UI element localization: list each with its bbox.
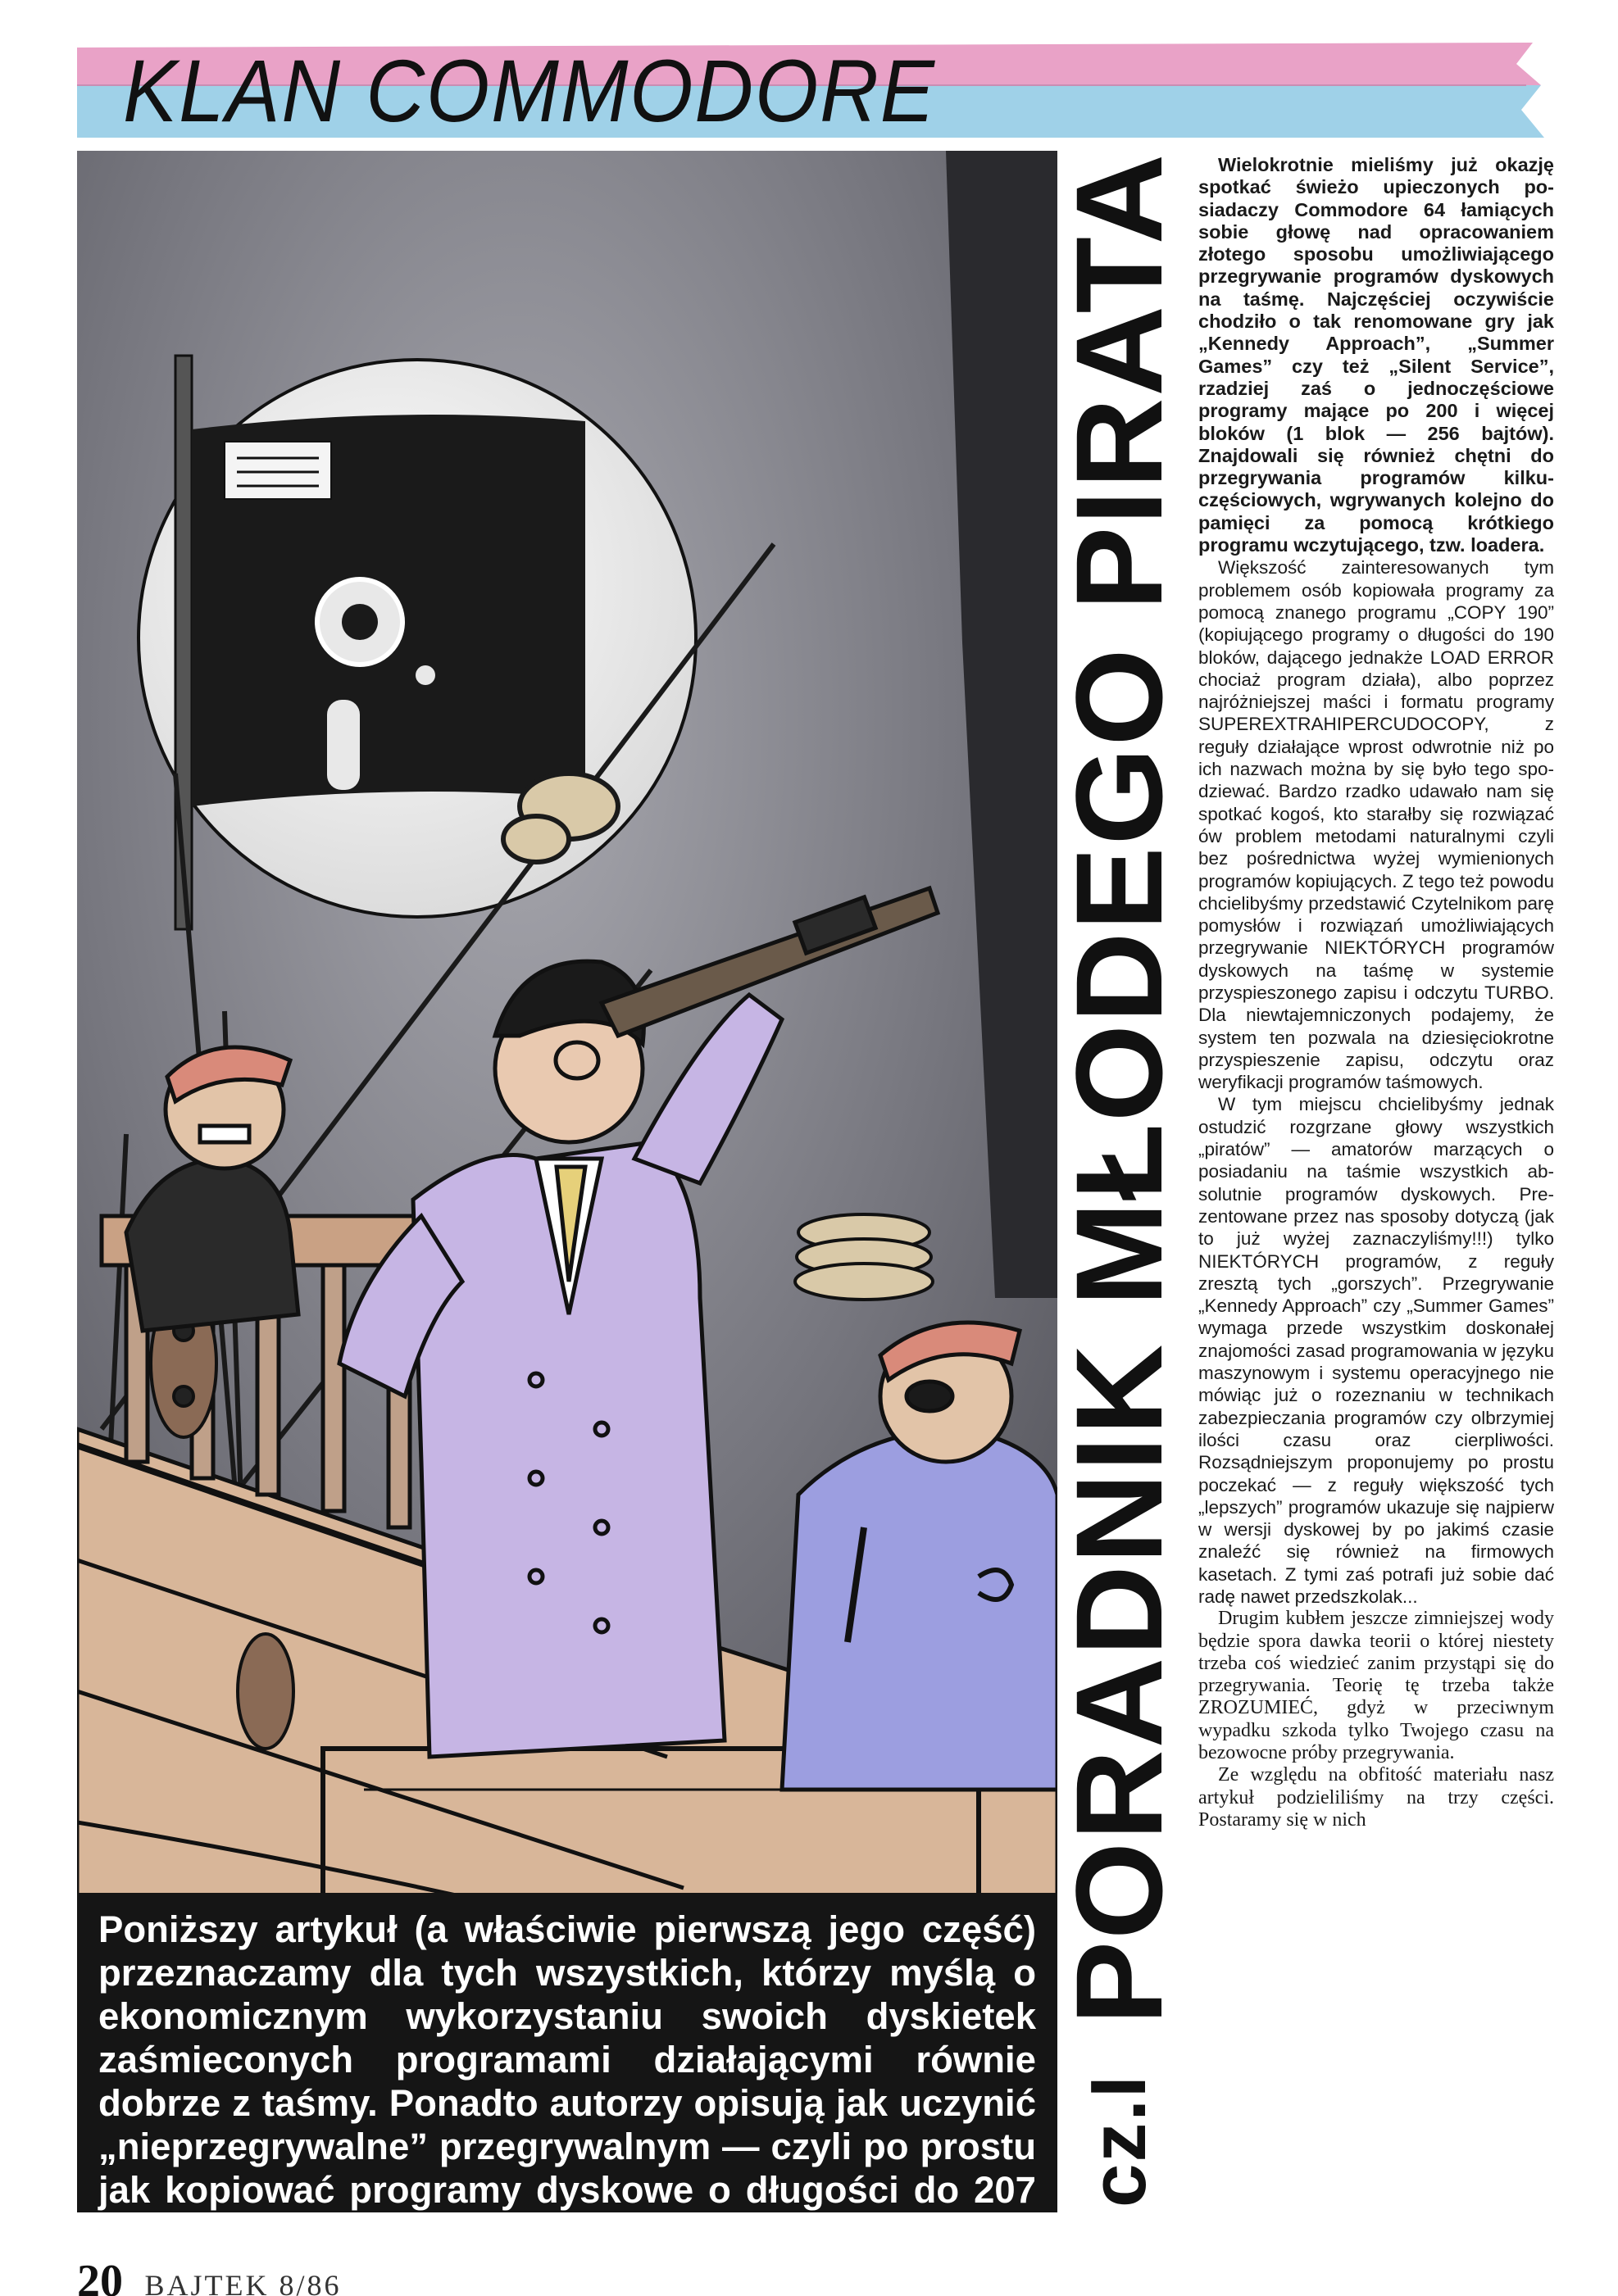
page-number: 20 [77, 2256, 123, 2296]
article-paragraph: Drugim kubłem jeszcze zimniejszej wody będzie spora dawka teorii o której niestety trzeba coś wiedzieć zanim przystąpi się do przegrywania. Teorię tę trzeba także ZROZUMIEĆ, gdyż w przeciwnym wypadku szkoda tylko Twojego czasu na bezowocne próby przegrywania. [1198, 1608, 1554, 1764]
section-title: KLAN COMMODORE [123, 41, 936, 140]
article-paragraph: W tym miejscu chcielibyśmy jednak ostudzić rozgrzane głowy wszystkich „piratów” — amatorów marzących o posiadaniu na taśmie wszystkich absolutnie programów dyskowych. Prezentowane przez nas sposoby dotyczą (jak to już wyżej zaznaczyliśmy!!!) tylko NIEKTÓRYCH programów, z reguły zresztą tych „gorszych”. Przegrywanie „Kennedy Approach” czy „Summer Games” wymaga przede wszystkim doskonałej znajomości zasad programowania w języku maszynowym i systemu operacyjnego nie mówiąc już o rozeznaniu w technikach zabezpieczania programów czy olbrzymiej ilości czasu oraz cierpliwości. Rozsądniejszym proponujemy po prostu poczekać — z reguły większość tych „lepszych” programów ukazuje się najpierw w wersji dyskowej by po jakimś czasie znaleźć się również na firmowych kasetach. Z tymi zaś potrafi już sobie dać radę nawet przedszkolak... [1198, 1094, 1554, 1607]
article-paragraph: Większość zainteresowanych tym problemem osób kopiowała programy za pomocą znanego programu „COPY 190” (kopiującego programy o długości do 190 bloków, dającego jednakże LOAD ERROR chociaż program działa), albo poprzez najróżniejszej maści i formatu programy SUPEREXTRAHIPERCUDOCOPY, z reguły działające wprost odwrotnie niż po ich nazwach można by się było tego spodziewać. Bardzo rzadko udawało nam się spotkać kogoś, kto starałby się rozwiązać ów problem metodami naturalnymi czyli bez pośrednictwa wyżej wymienionych programów kopiujących. Z tego też powodu chcielibyśmy przedstawić Czytelnikom parę pomysłów i rozwiązań umożliwiających przegrywanie NIEKTÓRYCH programów dyskowych na taśmę w systemie przyspieszonego zapisu i odczytu TURBO. Dla niewtajemniczonych podajemy, że system ten pozwala na dziesięciokrotne przyspieszenie zapisu, odczytu oraz weryfikacji programów taśmowych. [1198, 557, 1554, 1093]
series-title: PORADNIK MŁODEGO PIRATA [1049, 152, 1188, 2026]
article-paragraph: Wielokrotnie mieliśmy już okazję spotkać świeżo upieczonych posiadaczy Commodore 64 łamiących sobie głowę nad opracowaniem złotego sposobu umożliwiającego przegrywanie programów dyskowych na taśmę. Najczęściej oczywiście chodziło o tak renomowane gry jak „Kennedy Approach”, „Summer Games” czy też „Silent Service”, rzadziej zaś o jednoczęściowe programy mające po 200 i więcej bloków (1 blok — 256 bajtów). Znajdowali się również chętni do przegrywania programów kilkuczęściowych, wgrywanych kolejno do pamięci za pomocą krótkiego programu wczytującego, tzw. loadera. [1198, 154, 1554, 556]
rope-coil [795, 1214, 933, 1300]
part-label: cz.I [1075, 2074, 1162, 2208]
magazine-issue: BAJTEK 8/86 [144, 2269, 342, 2296]
article-column [1198, 154, 1554, 2235]
page-footer [77, 2255, 569, 2296]
lead-text: Poniższy artykuł (a właściwie pierwszą jego część) przeznaczamy dla tych wszystkich, którzy myślą o ekonomicznym wykorzystaniu swoich dyskietek zaśmieconych programami działającymi równie dobrze z taśmy. Ponadto autorzy opisują jak uczynić „nieprzegrywalne” przegrywalnym — czyli po prostu jak kopiować programy dyskowe o długości do 207 bloków. [98, 1908, 1036, 2254]
lead-box [77, 1893, 1057, 2254]
article-paragraph: Ze względu na obfitość materiału nasz artykuł podzieliliśmy na trzy części. Postaramy się w nich [1198, 1764, 1554, 1831]
illustration-art [77, 151, 1057, 2032]
pirate-illustration [77, 151, 1057, 2032]
section-header [0, 0, 1618, 164]
vertical-title [1049, 151, 1188, 2216]
